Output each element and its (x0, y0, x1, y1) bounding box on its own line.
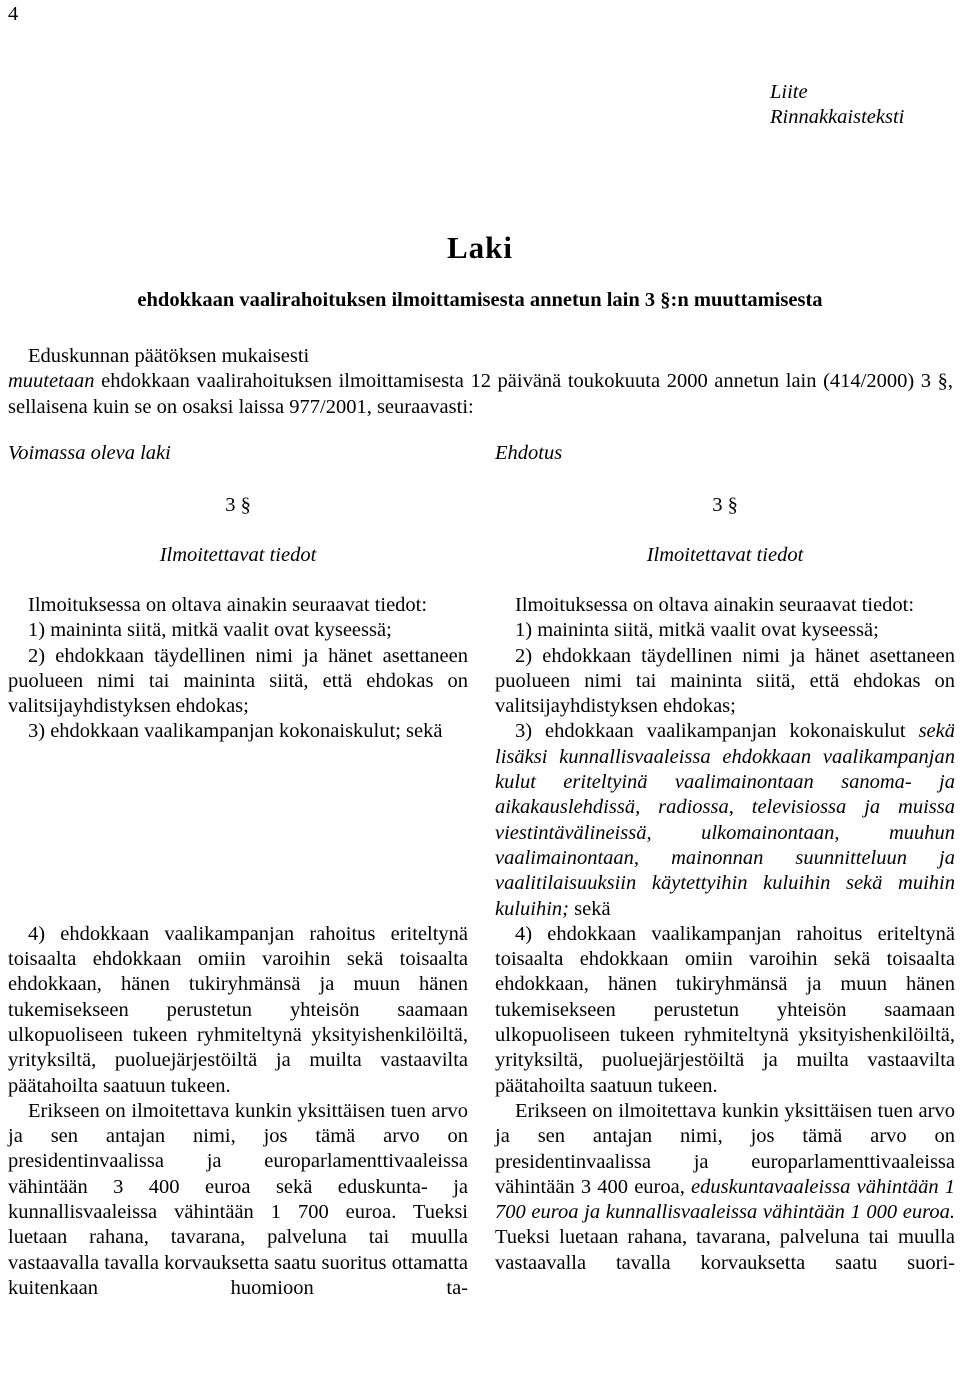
right-p6-start: Erikseen on ilmoitettava kunkin yksittäisen tuen arvo ja sen antajan nimi, jos tämä arvo on presidentinvaalissa ja europarlamenttivaaleissa vähintään 3 400 euroa, (495, 1099, 955, 1198)
left-paragraph-3: 2) ehdokkaan täydellinen nimi ja hänet asettaneen puolueen nimi tai maininta siitä, että ehdokas on valitsijayhdistyksen ehdokas; (8, 644, 468, 718)
annex-subtitle: Rinnakkaisteksti (770, 106, 905, 128)
left-paragraph-2: 1) maininta siitä, mitkä vaalit ovat kyseessä; (28, 619, 392, 642)
current-law-text (8, 593, 468, 1301)
right-paragraph-1: Ilmoituksessa on oltava ainakin seuraavat tiedot: (515, 594, 915, 616)
right-p4-end: sekä (569, 897, 611, 920)
preamble-intro: Eduskunnan päätöksen mukaisesti (28, 345, 310, 367)
preamble-verb: muutetaan (8, 370, 95, 393)
left-spacer (8, 745, 468, 922)
left-paragraph-6: Erikseen on ilmoitettava kunkin yksittäisen tuen arvo ja sen antajan nimi, jos tämä arvo on presidentinvaalissa ja europarlamenttivaaleissa vähintään 3 400 euroa sekä eduskunta- ja kunnallisvaaleissa vähintään 1 700 euroa. Tueksi luetaan rahana, tavarana, palveluna tai muulla vastaavalla tavalla korvauksetta saatu suoritus ottamatta kuitenkaan huomioon ta- (8, 1099, 468, 1299)
preamble-text (8, 369, 953, 420)
column-heading-proposal: Ehdotus (495, 442, 563, 464)
right-paragraph-5: 4) ehdokkaan vaalikampanjan rahoitus eriteltynä toisaalta ehdokkaan omiin varoihin sekä toisaalta ehdokkaan, hänen tukiryhmänsä ja muun hänen tukemisekseen perustetun yhteisön saamaan ulkopuoliseen tukeen ryhmiteltynä yksityishenkilöiltä, yrityksiltä, puoluejärjestöiltä ja muilta vastaavilta päätahoilta saatuun tukeen. (495, 922, 955, 1097)
right-paragraph-3: 2) ehdokkaan täydellinen nimi ja hänet asettaneen puolueen nimi tai maininta siitä, että ehdokas on valitsijayhdistyksen ehdokas; (495, 644, 955, 718)
proposal-text (495, 593, 955, 1276)
right-p6-amendment: eduskuntavaaleissa vähintään 1 700 euroa ja kunnallisvaaleissa vähintään 1 000 euroa. (495, 1175, 956, 1224)
law-title: Laki (446, 230, 514, 265)
right-paragraph-4 (495, 719, 955, 921)
left-paragraph-4: 3) ehdokkaan vaalikampanjan kokonaiskulut; sekä (28, 720, 443, 743)
preamble (8, 344, 953, 420)
right-p4-start: 3) ehdokkaan vaalikampanjan kokonaiskulut (515, 720, 919, 743)
right-paragraph-6 (495, 1099, 955, 1276)
section-title-right: Ilmoitettavat tiedot (646, 544, 804, 566)
law-subtitle: ehdokkaan vaalirahoituksen ilmoittamisesta annetun lain 3 §:n muuttamisesta (137, 289, 823, 311)
right-p4-amendment: sekä lisäksi kunnallisvaaleissa ehdokkaan vaalikampanjan kulut eriteltyinä vaalimainontaan sanoma- ja aikakauslehdissä, radiossa, televisiossa ja muissa viestintävälineissä, ulkomainontaan, muuhun vaalimainontaan, mainonnan suunnitteluun ja vaalitilaisuuksiin käytettyihin kuluihin sekä muihin kuluihin; (495, 720, 955, 920)
right-p6-end: Tueksi luetaan rahana, tavarana, palveluna tai muulla vastaavalla tavalla korvauksetta saatu suori- (495, 1226, 955, 1274)
preamble-rest: ehdokkaan vaalirahoituksen ilmoittamisesta 12 päivänä toukokuuta 2000 annetun lain (414/2000) 3 §, sellaisena kuin se on osaksi laissa 977/2001, seuraavasti: (8, 370, 953, 418)
annex-label (770, 80, 904, 130)
section-number-right: 3 § (712, 494, 738, 516)
column-heading-current-law: Voimassa oleva laki (8, 442, 171, 464)
left-paragraph-5: 4) ehdokkaan vaalikampanjan rahoitus eriteltynä toisaalta ehdokkaan omiin varoihin sekä toisaalta ehdokkaan, hänen tukiryhmänsä ja muun hänen tukemisekseen perustetun yhteisön saamaan ulkopuoliseen tukeen ryhmiteltynä yksityishenkilöiltä, yrityksiltä, puoluejärjestöiltä ja muilta vastaavilta päätahoilta saatuun tukeen. (8, 922, 468, 1097)
left-paragraph-1: Ilmoituksessa on oltava ainakin seuraavat tiedot: (28, 594, 428, 616)
annex-title: Liite (770, 81, 808, 103)
right-paragraph-2: 1) maininta siitä, mitkä vaalit ovat kyseessä; (515, 619, 879, 642)
section-number-left: 3 § (225, 494, 251, 516)
page-number: 4 (8, 3, 19, 25)
section-title-left: Ilmoitettavat tiedot (159, 544, 317, 566)
